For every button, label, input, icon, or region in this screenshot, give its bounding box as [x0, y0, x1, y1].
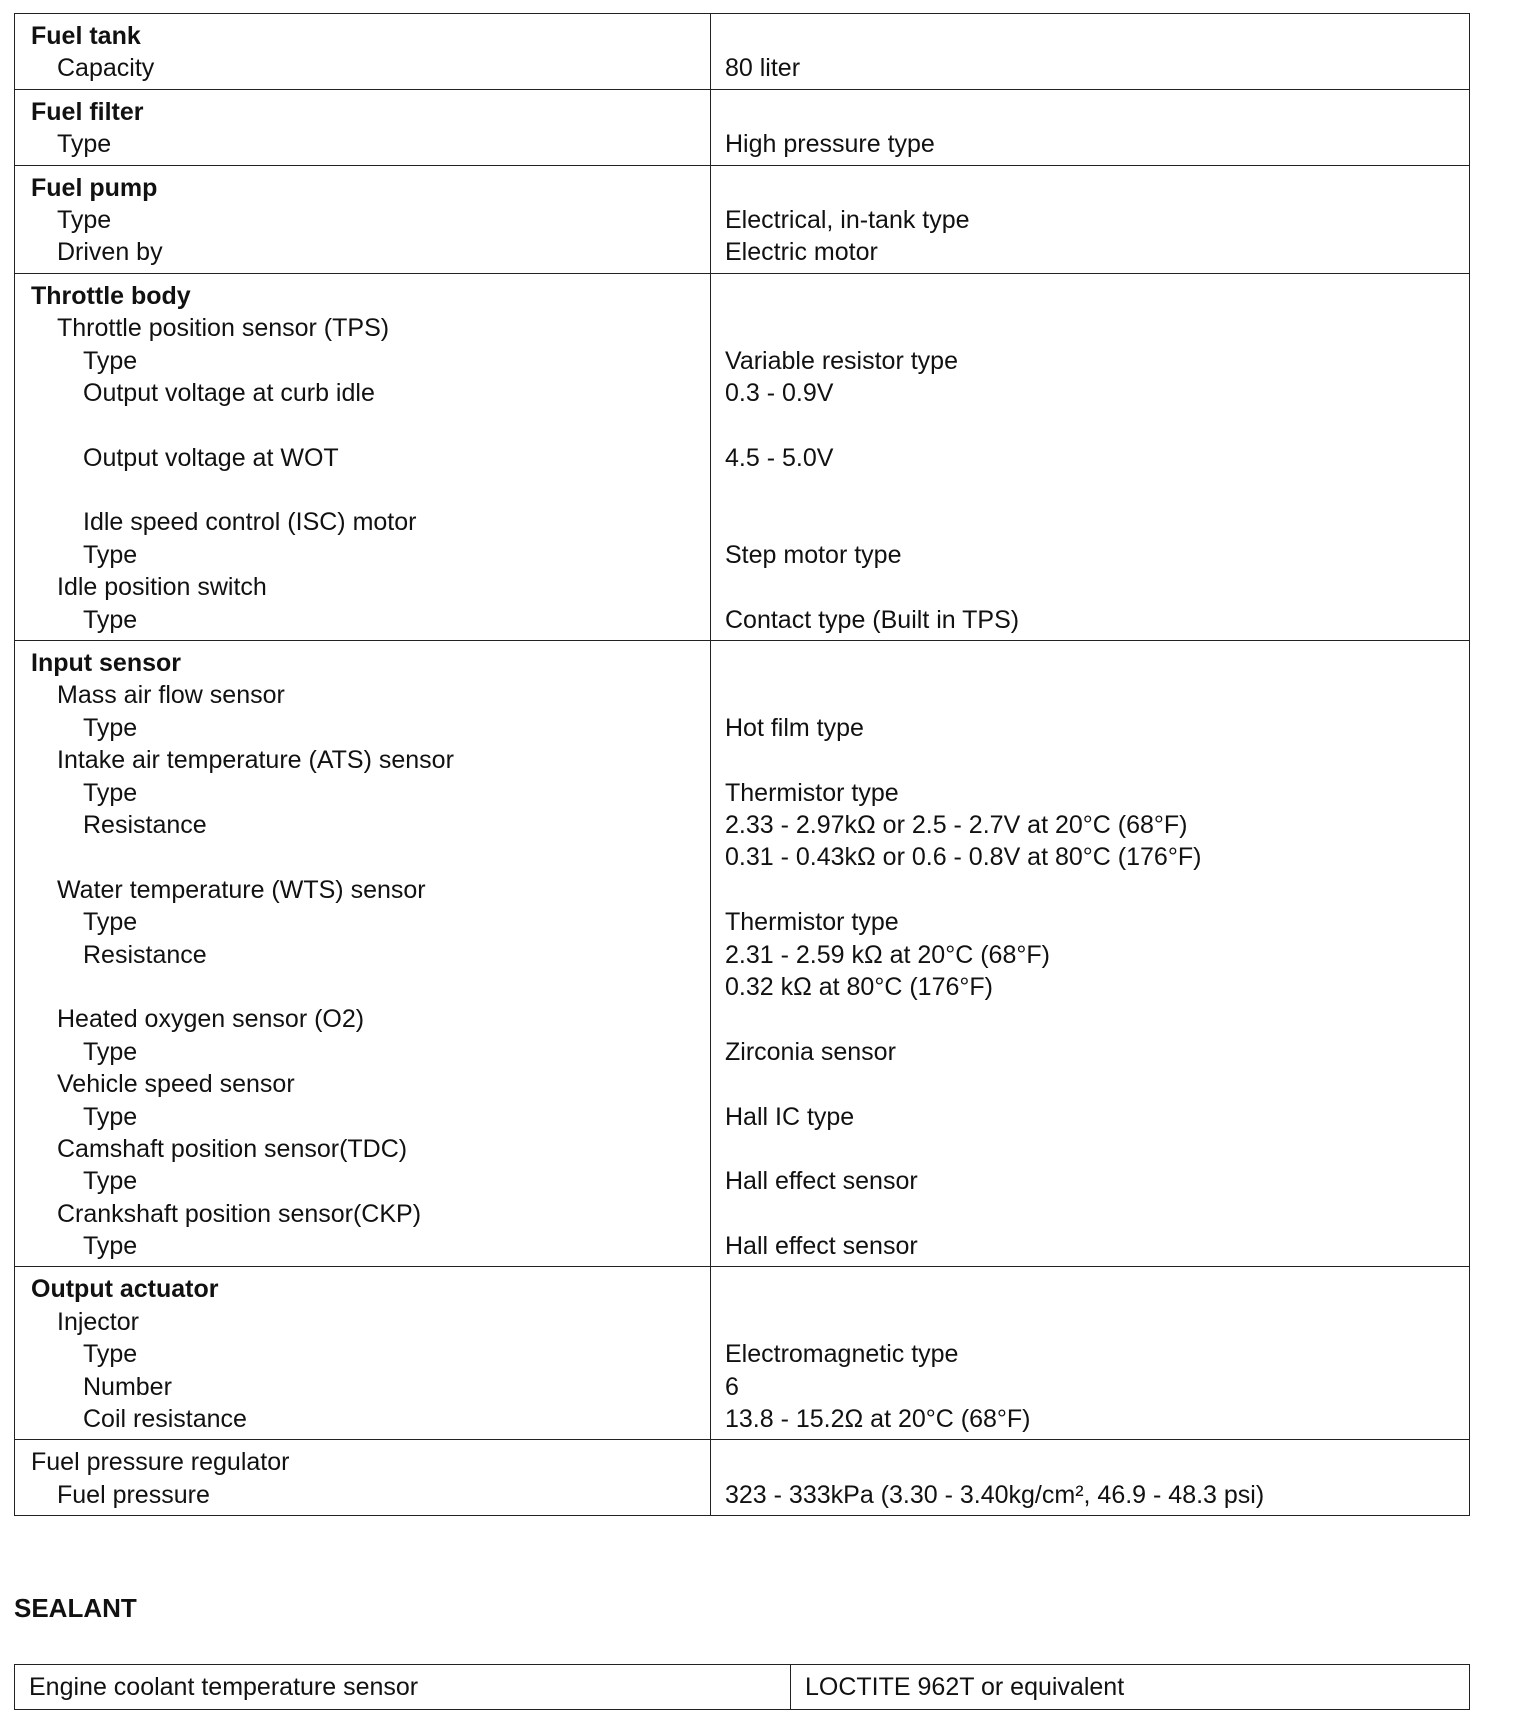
spec-label: Vehicle speed sensor — [57, 1070, 295, 1099]
spec-section-row — [15, 14, 1470, 90]
spec-value: Thermistor type — [725, 778, 899, 807]
spec-label-cell — [15, 1440, 711, 1516]
spec-value-cell — [711, 641, 1470, 1267]
spec-value: Electric motor — [725, 238, 878, 267]
spec-label: Camshaft position sensor(TDC) — [57, 1134, 408, 1163]
spec-value: 0.3 - 0.9V — [725, 378, 834, 407]
spec-label-cell — [15, 273, 711, 640]
spec-label: Throttle position sensor (TPS) — [57, 314, 390, 343]
spec-label: Type — [83, 346, 138, 375]
spec-label: Output voltage at WOT — [83, 443, 339, 472]
spec-label: Idle speed control (ISC) motor — [83, 508, 417, 537]
spec-value — [711, 1198, 1469, 1230]
spec-label: Resistance — [83, 810, 207, 839]
sealant-heading: SEALANT — [14, 1593, 137, 1623]
spec-value — [711, 679, 1469, 711]
spec-label: Type — [83, 1037, 138, 1066]
spec-value — [711, 409, 1469, 441]
spec-label: Type — [57, 205, 112, 234]
spec-value-cell — [711, 273, 1470, 640]
spec-label-cell — [15, 89, 711, 165]
spec-label: Type — [57, 130, 112, 159]
spec-value: Thermistor type — [725, 908, 899, 937]
spec-value — [711, 96, 1469, 128]
spec-label: Type — [83, 605, 138, 634]
spec-value: Hot film type — [725, 713, 864, 742]
spec-value-cell — [711, 1440, 1470, 1516]
spec-section-row — [15, 89, 1470, 165]
spec-label: Capacity — [57, 54, 155, 83]
spec-value: Hall IC type — [725, 1102, 855, 1131]
spec-section-row — [15, 165, 1470, 273]
spec-label: Type — [83, 1167, 138, 1196]
spec-section-row — [15, 273, 1470, 640]
spec-label — [15, 841, 710, 873]
spec-value: 6 — [725, 1372, 739, 1401]
spec-label: Type — [83, 1232, 138, 1261]
section-heading: Output actuator — [31, 1275, 219, 1304]
spec-table-body — [15, 14, 1470, 1516]
spec-label: Injector — [57, 1307, 139, 1336]
spec-value — [711, 647, 1469, 679]
spec-value — [711, 506, 1469, 538]
spec-value: 2.33 - 2.97kΩ or 2.5 - 2.7V at 20°C (68°F) — [725, 810, 1188, 839]
spec-value — [711, 1446, 1469, 1478]
spec-value — [711, 1133, 1469, 1165]
spec-label: Type — [83, 778, 138, 807]
spec-label: Number — [83, 1372, 172, 1401]
spec-label: Coil resistance — [83, 1405, 247, 1434]
spec-label-cell — [15, 165, 711, 273]
spec-value: Contact type (Built in TPS) — [725, 605, 1020, 634]
spec-label: Resistance — [83, 940, 207, 969]
section-heading: Input sensor — [31, 649, 182, 678]
spec-section-row — [15, 1267, 1470, 1440]
spec-value — [711, 474, 1469, 506]
spec-label: Idle position switch — [57, 573, 267, 602]
spec-label: Type — [83, 1102, 138, 1131]
spec-value — [711, 1068, 1469, 1100]
spec-section-row — [15, 1440, 1470, 1516]
spec-label: Fuel pressure regulator — [31, 1448, 290, 1477]
spec-value: 13.8 - 15.2Ω at 20°C (68°F) — [725, 1405, 1031, 1434]
spec-value-cell — [711, 1267, 1470, 1440]
spec-value: 323 - 333kPa (3.30 - 3.40kg/cm², 46.9 - 48.3 psi) — [725, 1480, 1265, 1509]
spec-value — [711, 20, 1469, 52]
spec-label: Fuel pressure — [57, 1480, 210, 1509]
spec-value: 0.31 - 0.43kΩ or 0.6 - 0.8V at 80°C (176°F) — [725, 843, 1202, 872]
spec-value: 4.5 - 5.0V — [725, 443, 834, 472]
spec-section-row — [15, 641, 1470, 1267]
spec-label: Type — [83, 713, 138, 742]
section-heading: Fuel pump — [31, 173, 158, 202]
spec-value: 0.32 kΩ at 80°C (176°F) — [725, 972, 993, 1001]
spec-value: Variable resistor type — [725, 346, 958, 375]
spec-label: Type — [83, 908, 138, 937]
spec-value — [711, 1003, 1469, 1035]
spec-table — [14, 13, 1470, 1516]
spec-value: Zirconia sensor — [725, 1037, 896, 1066]
spec-label — [15, 971, 710, 1003]
spec-value — [711, 280, 1469, 312]
spec-label-cell — [15, 641, 711, 1267]
spec-label-cell — [15, 14, 711, 90]
spec-value: Electrical, in-tank type — [725, 205, 970, 234]
spec-label: Heated oxygen sensor (O2) — [57, 1005, 365, 1034]
spec-value: 80 liter — [725, 54, 801, 83]
spec-label — [15, 474, 710, 506]
spec-value — [711, 1306, 1469, 1338]
section-heading: Fuel filter — [31, 97, 144, 126]
sealant-table-body — [15, 1665, 1470, 1710]
spec-value — [711, 1273, 1469, 1305]
spec-value — [711, 874, 1469, 906]
spec-label — [15, 409, 710, 441]
spec-label-cell — [15, 1267, 711, 1440]
spec-value: Electromagnetic type — [725, 1340, 959, 1369]
spec-value-cell — [711, 165, 1470, 273]
spec-value-cell — [711, 89, 1470, 165]
spec-label: Intake air temperature (ATS) sensor — [57, 746, 454, 775]
sealant-row — [15, 1665, 1470, 1710]
spec-label: Output voltage at curb idle — [83, 378, 375, 407]
spec-label: Crankshaft position sensor(CKP) — [57, 1199, 422, 1228]
spec-value — [711, 744, 1469, 776]
spec-value-cell — [711, 14, 1470, 90]
sealant-table — [14, 1664, 1470, 1710]
sealant-value: LOCTITE 962T or equivalent — [791, 1665, 1470, 1710]
section-heading: Throttle body — [31, 281, 191, 310]
spec-label: Type — [83, 540, 138, 569]
spec-value: Hall effect sensor — [725, 1167, 918, 1196]
spec-value: High pressure type — [725, 130, 935, 159]
spec-label: Type — [83, 1340, 138, 1369]
sealant-item: Engine coolant temperature sensor — [15, 1665, 791, 1710]
spec-value: Step motor type — [725, 540, 902, 569]
spec-value: Hall effect sensor — [725, 1232, 918, 1261]
spec-value: 2.31 - 2.59 kΩ at 20°C (68°F) — [725, 940, 1050, 969]
section-heading: Fuel tank — [31, 22, 141, 50]
spec-label: Driven by — [57, 238, 163, 267]
spec-label: Mass air flow sensor — [57, 681, 285, 710]
spec-value — [711, 172, 1469, 204]
spec-value — [711, 571, 1469, 603]
spec-label: Water temperature (WTS) sensor — [57, 875, 426, 904]
spec-value — [711, 312, 1469, 344]
